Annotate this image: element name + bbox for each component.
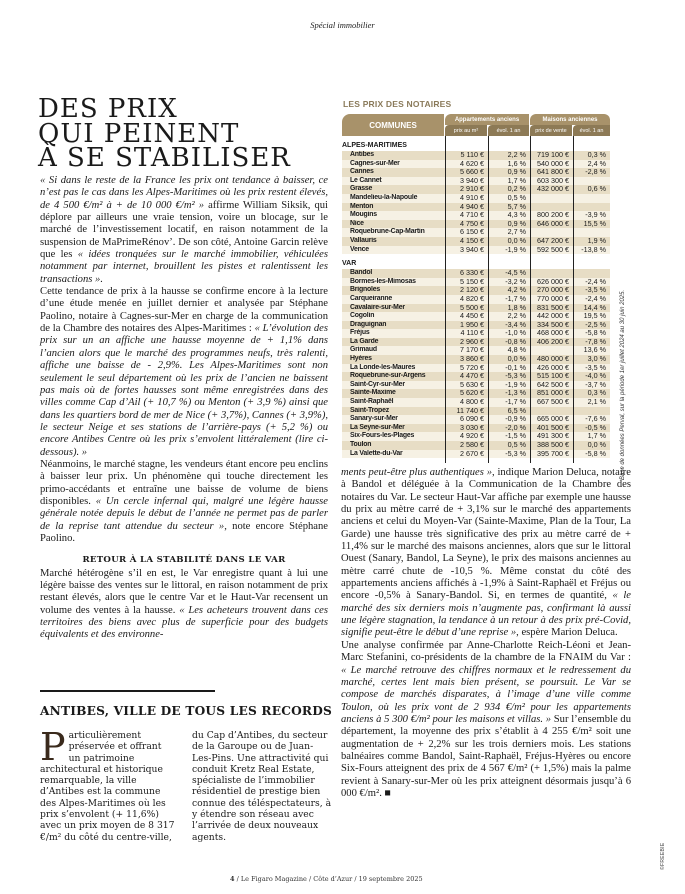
house-evolution: 15,5 % xyxy=(583,218,606,228)
subheading: RETOUR À LA STABILITÉ DANS LE VAR xyxy=(82,555,286,566)
house-sale-price: 603 300 € xyxy=(537,175,569,185)
apartment-evolution: 0,2 % xyxy=(507,184,526,194)
apartment-price-m2: 4 620 € xyxy=(460,158,484,168)
house-sale-price: 401 500 € xyxy=(537,422,569,432)
text: Marché hétérogène s’il en est, le Var enregistre quant à lui une légère baisse des ventes sur le littoral, en raison notamment de prix restant élevés, alors que le centre Var et le Haut-Var recensent un volume des ventes à la hausse. xyxy=(40,567,328,616)
house-sale-price: 395 700 € xyxy=(537,448,569,458)
apartment-price-m2: 2 670 € xyxy=(460,448,484,458)
commune-name: Vence xyxy=(350,245,369,253)
apartment-price-m2: 4 150 € xyxy=(460,235,484,245)
house-sale-price xyxy=(530,194,573,203)
commune-name: Mougins xyxy=(350,211,377,219)
price-table xyxy=(342,114,610,463)
table-body xyxy=(342,136,610,463)
commune-name: Hyères xyxy=(350,355,372,363)
house-sale-price: 540 000 € xyxy=(537,158,569,168)
apartment-evolution: 5,7 % xyxy=(507,201,526,211)
house-evolution: -2,4 % xyxy=(585,276,606,286)
apartment-price-m2: 2 910 € xyxy=(460,184,484,194)
apartment-price-m2: 2 960 € xyxy=(460,336,484,346)
headline-line-3: À SE STABILISER xyxy=(38,143,291,173)
apartment-evolution: 0,5 % xyxy=(507,192,526,202)
box-column-1 xyxy=(40,725,176,843)
commune-name: Saint-Tropez xyxy=(350,406,389,414)
house-sale-price: 770 000 € xyxy=(537,293,569,303)
house-sale-price: 647 200 € xyxy=(537,235,569,245)
house-sale-price: 667 500 € xyxy=(537,397,569,407)
apartment-price-m2: 4 450 € xyxy=(460,311,484,321)
end-mark-icon: ■ xyxy=(384,787,391,799)
house-evolution: 1,9 % xyxy=(587,235,606,245)
house-sale-price: 480 000 € xyxy=(537,354,569,364)
commune-name: Draguignan xyxy=(350,320,387,328)
apartment-evolution: -4,5 % xyxy=(505,268,526,278)
house-sale-price: 592 500 € xyxy=(537,244,569,254)
header-group-houses: Maisons anciennes xyxy=(530,114,610,125)
apartment-price-m2: 4 820 € xyxy=(460,293,484,303)
quote: « Un cercle infernal qui, malgré une légère hausse générale notée depuis le début de l’année ne permet pas de parler de la reprise tant attendue du secteur » xyxy=(40,495,328,532)
paragraph-5 xyxy=(341,467,631,640)
apartment-evolution: 4,2 % xyxy=(507,285,526,295)
apartment-evolution: 0,9 % xyxy=(507,167,526,177)
house-evolution: -4,0 % xyxy=(585,371,606,381)
house-sale-price: 665 000 € xyxy=(537,414,569,424)
house-evolution: 3,0 % xyxy=(587,354,606,364)
apartment-price-m2: 11 740 € xyxy=(456,405,484,415)
apartment-evolution: 6,5 % xyxy=(507,405,526,415)
apartment-price-m2: 4 910 € xyxy=(460,192,484,202)
house-sale-price: 491 300 € xyxy=(537,431,569,441)
source-note-text: Base de données Perval, sur la période 1er juillet 2024 au 30 juin 2025. xyxy=(620,289,626,480)
headline xyxy=(38,94,338,173)
house-evolution: -13,8 % xyxy=(581,244,606,254)
paragraph-3 xyxy=(40,459,328,545)
house-evolution: 0,6 % xyxy=(587,184,606,194)
apartment-evolution: -1,9 % xyxy=(505,379,526,389)
apartment-price-m2: 5 630 € xyxy=(460,379,484,389)
apartment-evolution: -1,7 % xyxy=(505,293,526,303)
page-footer xyxy=(230,875,423,883)
house-sale-price: 468 000 € xyxy=(537,328,569,338)
header-evol-apartments: évol. 1 an xyxy=(488,125,529,136)
house-evolution: -2,4 % xyxy=(585,293,606,303)
apartment-price-m2: 2 580 € xyxy=(460,440,484,449)
house-sale-price: 642 500 € xyxy=(537,379,569,389)
text: Cette tendance de prix à la hausse se confirme encore à la lecture d’une étude menée en juillet dernier et analysée par Stéphane Paolino, notaire à Cagnes-sur-Mer en charge de la communication de la Chambre des notaires des Alpes-Maritimes : xyxy=(40,286,328,335)
apartment-price-m2: 6 090 € xyxy=(460,414,484,424)
apartment-price-m2: 4 470 € xyxy=(460,371,484,381)
house-sale-price: 515 100 € xyxy=(537,371,569,381)
apartment-evolution: 2,7 % xyxy=(507,227,526,237)
apartment-price-m2: 5 500 € xyxy=(460,302,484,312)
apartment-evolution: 4,8 % xyxy=(507,345,526,355)
quote: « idées tronquées sur le marché immobilier, véhiculées notamment par internet, brouillent les pistes et ralentissent les transactions ». xyxy=(40,249,328,285)
text: affirme William Siksik, qui déplore par ailleurs une vraie tension, voire un blocage, sur le marché de l’investissement locatif, en raison notamment de la suspension de MaPrimeRénov’. De son côté, Antoine Garcin relève que les xyxy=(40,199,329,261)
commune-name: Carqueiranne xyxy=(350,294,393,302)
house-sale-price: 851 000 € xyxy=(537,388,569,398)
header-evol-houses: évol. 1 an xyxy=(573,125,610,136)
quote: « Le marché retrouve des chiffres normaux et le redressement du marché, certes lent mais bien présent, se poursuit. Le Var se compose de marchés disparates, à l’image d’une ville comme Toulon, où les prix vont de 2 934 €/m² pour les appartements anciens à 5 300 €/m² pour les maisons et villas. » xyxy=(341,664,631,725)
apartment-evolution: -0,8 % xyxy=(505,336,526,346)
box-text: articulièrement préservée et offrant un patrimoine architectural et historique remarquable, la ville d’Antibes est la commune des Alpes-Maritimes où les prix s’envolent (+ 11,6%) avec un prix moyen de 8 317 €/m² du côté du centre-ville, xyxy=(40,730,175,843)
house-evolution: -2,5 % xyxy=(585,319,606,329)
header-sale-price: prix de vente xyxy=(530,125,572,136)
apartment-evolution: 0,5 % xyxy=(507,440,526,449)
text: , indique Marion Deluca, notaire à Bandol et déléguée à la Communication de la Chambre des notaires du Var. Le secteur Haut-Var affiche par exemple une hausse du prix au mètre carré de + 3,1% sur le marché des appartements anciens et celui du Moyen-Var (Sainte-Maxime, Plan de la Tour, La Garde) une hausse très significative des prix au mètre carré de + 11,4% sur le marché des maisons anciennes, alors que sur le littoral Ouest (Sanary, Bandol, La Seyne), le prix des maisons anciennes au mètre carré chute de -10,5 %. Même constat du côté des appartements anciens affichés à -1,9% à Saint-Raphaël et Fréjus ou encore -0,5% à Sanary-Bandol. Si, en termes de quantité, xyxy=(341,467,632,602)
apartment-price-m2: 7 170 € xyxy=(460,345,484,355)
dropcap: P xyxy=(40,725,66,769)
apartment-evolution: -3,4 % xyxy=(505,319,526,329)
house-sale-price: 719 100 € xyxy=(537,150,569,159)
commune-name: Grimaud xyxy=(350,346,377,354)
paragraph-4 xyxy=(40,568,328,642)
apartment-evolution: -2,0 % xyxy=(505,422,526,432)
house-sale-price: 432 000 € xyxy=(537,184,569,194)
quote: « Si dans le reste de la France les prix ont tendance à baisser, ce n’est pas le cas dans les Alpes-Maritimes où les prix restent élevés, de 4 500 €/m² à + de 10 000 €/m² » xyxy=(40,175,328,211)
house-sale-price: 406 200 € xyxy=(537,336,569,346)
apartment-price-m2: 5 150 € xyxy=(460,276,484,286)
article-column-left xyxy=(40,175,328,642)
apartment-price-m2: 1 950 € xyxy=(460,319,484,329)
commune-name: Roquebrune-sur-Argens xyxy=(350,372,426,380)
apartment-price-m2: 5 620 € xyxy=(460,388,484,398)
page-number: 4 xyxy=(230,875,235,883)
commune-name: Toulon xyxy=(350,441,372,448)
house-sale-price: 270 000 € xyxy=(537,285,569,295)
commune-name: La Valette-du-Var xyxy=(350,449,403,457)
table-bottom-spacer xyxy=(342,458,610,463)
house-evolution: -7,8 % xyxy=(585,336,606,346)
apartment-evolution: -1,3 % xyxy=(505,388,526,398)
house-evolution: 13,6 % xyxy=(583,345,606,355)
house-sale-price: 646 000 € xyxy=(537,218,569,228)
house-evolution: -2,8 % xyxy=(585,167,606,177)
table-header xyxy=(342,114,610,136)
paragraph-6 xyxy=(341,640,631,800)
text: Une analyse confirmée par Anne-Charlotte Reich-Léoni et Jean-Marc Stefanini, co-présidents de la chambre de la FNAIM du Var : xyxy=(341,639,631,664)
apartment-evolution: -5,3 % xyxy=(505,371,526,381)
commune-name: Cogolin xyxy=(350,312,375,320)
header-communes: COMMUNES xyxy=(342,114,444,136)
quote: ments peut-être plus authentiques » xyxy=(341,467,492,478)
house-evolution: 0,3 % xyxy=(587,150,606,159)
footer-text: / Le Figaro Magazine / Côte d’Azur / 19 septembre 2025 xyxy=(234,875,423,883)
apartment-price-m2: 2 120 € xyxy=(460,285,484,295)
commune-name: Roquebrune-Cap-Martin xyxy=(350,228,425,236)
apartment-price-m2: 5 660 € xyxy=(460,167,484,177)
apartment-price-m2: 4 800 € xyxy=(460,397,484,407)
apartment-evolution: -5,3 % xyxy=(505,448,526,458)
photo-credit xyxy=(660,830,670,870)
region-label: VAR xyxy=(342,260,357,268)
text: Sur l’ensemble du département, la moyenne des prix s’établit à 4 255 €/m² soit une augmentation de + 2,2% sur les trois derniers mois. Les stations balnéaires comme Bandol, Saint-Raphaël, Fréjus-Hyères ou encore Six-Fours atteignent des prix de 4 567 €/m² (+ 1,5%) mais la palme revient à Sanary-sur-Mer où les prix atteignent désormais jusqu’à 6 000 €/m². xyxy=(341,713,631,799)
commune-name: Antibes xyxy=(350,151,374,158)
quote: « le marché des six derniers mois n’augmente pas, confirmant là aussi une légère stagnation, la tendance à un retour à des prix pré-Covid, signifie peut-être le début d’une reprise » xyxy=(341,590,631,639)
house-sale-price: 626 000 € xyxy=(537,276,569,286)
column-divider xyxy=(488,136,489,463)
apartment-price-m2: 6 150 € xyxy=(460,227,484,237)
commune-name: Vallauris xyxy=(350,236,377,244)
apartment-evolution: -3,2 % xyxy=(505,276,526,286)
commune-name: Brignoles xyxy=(350,286,380,294)
text: Néanmoins, le marché stagne, les vendeurs étant encore peu enclins à baisser leur prix. Un phénomène qui touche directement les primo-accédants et entraîne une baisse de volume de biens disponibles. xyxy=(40,458,328,507)
house-evolution: 2,1 % xyxy=(587,397,606,407)
apartment-evolution: 1,8 % xyxy=(507,302,526,312)
text: , note encore Stéphane Paolino. xyxy=(40,520,328,544)
house-sale-price: 334 500 € xyxy=(537,319,569,329)
commune-name: La Garde xyxy=(350,337,379,345)
apartment-evolution: 1,7 % xyxy=(507,175,526,185)
apartment-evolution: -0,9 % xyxy=(505,414,526,424)
photo-credit-text: ©FREEBIE xyxy=(660,842,666,870)
quote: « Les acheteurs trouvent dans ces territoires des biens avec plus de superficie pour des budgets équivalents et des environne- xyxy=(40,604,328,641)
apartment-evolution: 0,9 % xyxy=(507,218,526,228)
source-note xyxy=(620,290,632,480)
house-sale-price: 641 800 € xyxy=(537,167,569,177)
table-title: LES PRIX DES NOTAIRES xyxy=(343,99,452,109)
apartment-price-m2: 5 720 € xyxy=(460,362,484,372)
column-divider xyxy=(573,136,574,463)
house-evolution: -3,5 % xyxy=(585,362,606,372)
apartment-evolution: -1,7 % xyxy=(505,397,526,407)
commune-name: Six-Fours-les-Plages xyxy=(350,432,415,440)
commune-name: Cannes xyxy=(350,168,374,176)
house-sale-price: 388 500 € xyxy=(537,440,569,449)
commune-name: Cavalaire-sur-Mer xyxy=(350,303,405,311)
box-divider xyxy=(40,690,215,692)
commune-name: La Londe-les-Maures xyxy=(350,363,416,371)
house-sale-price: 800 200 € xyxy=(537,210,569,220)
house-evolution: 0,0 % xyxy=(587,440,606,449)
column-divider xyxy=(530,136,531,463)
column-divider xyxy=(445,136,446,463)
commune-name: Sanary-sur-Mer xyxy=(350,415,398,423)
text: , espère Marion Deluca. xyxy=(516,627,618,639)
section-label: Spécial immobilier xyxy=(310,20,375,30)
apartment-price-m2: 4 110 € xyxy=(460,328,484,338)
house-evolution: -3,5 % xyxy=(585,285,606,295)
house-evolution: -3,9 % xyxy=(585,210,606,220)
house-evolution xyxy=(573,194,610,203)
paragraph-2 xyxy=(40,286,328,459)
apartment-evolution: -1,9 % xyxy=(505,244,526,254)
apartment-price-m2: 4 920 € xyxy=(460,431,484,441)
house-evolution: 14,4 % xyxy=(583,302,606,312)
commune-name: La Seyne-sur-Mer xyxy=(350,423,405,431)
article-column-right xyxy=(341,467,631,800)
apartment-evolution: 0,0 % xyxy=(507,354,526,364)
house-evolution: 0,3 % xyxy=(587,388,606,398)
house-evolution: 19,5 % xyxy=(583,311,606,321)
apartment-price-m2: 5 110 € xyxy=(460,150,484,159)
house-sale-price: 831 500 € xyxy=(537,302,569,312)
house-evolution: -5,8 % xyxy=(585,328,606,338)
house-sale-price: 442 000 € xyxy=(537,311,569,321)
commune-name: Saint-Cyr-sur-Mer xyxy=(350,380,405,388)
quote: « L’évolution des prix sur un an affiche une hausse moyenne de + 1,1% dans l’ancien alors que le marché des programmes neufs, très ralenti, affiche une baisse de - 2,9%. Les Alpes-Maritimes sont non seulement le seul département où les prix de l’ancien ne baissent pas mais où de fortes hausses sont même enregistrées dans des villes comme Cap d’Ail (+ 10,7 %) ou Menton (+ 3,9 %) ainsi que dans les quartiers bord de mer de Nice (+ 3,7%), Cannes (+ 3,9%), le secteur Neige et ses stations de l’arrière-pays (+ 5,2 %) ou encore Antibes Centre où les prix s’envolent littéralement (lire ci-dessous). » xyxy=(40,323,328,458)
commune-name: Saint-Raphaël xyxy=(350,398,394,406)
apartment-evolution: 1,6 % xyxy=(507,158,526,168)
house-evolution: -3,7 % xyxy=(585,379,606,389)
apartment-price-m2: 3 860 € xyxy=(460,354,484,364)
header-group-apartments: Appartements anciens xyxy=(445,114,529,125)
house-evolution: 1,7 % xyxy=(587,431,606,441)
apartment-price-m2: 3 940 € xyxy=(460,175,484,185)
box-column-2: du Cap d’Antibes, du secteur de la Garoupe ou de Juan-Les-Pins. Une attractivité qui conduit Kretz Real Estate, spécialiste de l’immobilier résidentiel de prestige bien connue des téléspectateurs, à y étendre son réseau avec l’arrivée de deux nouveaux agents. xyxy=(192,730,332,843)
commune-name: Mandelieu-la-Napoule xyxy=(350,193,418,201)
commune-name: Menton xyxy=(350,202,374,210)
apartment-evolution: 2,2 % xyxy=(507,311,526,321)
header-price-m2: prix au m² xyxy=(445,125,487,136)
commune-name: Bormes-les-Mimosas xyxy=(350,277,416,285)
house-sale-price: 426 000 € xyxy=(537,362,569,372)
headline-line-2: QUI PEINENT xyxy=(38,118,240,149)
apartment-evolution: -1,0 % xyxy=(505,328,526,338)
apartment-price-m2: 4 750 € xyxy=(460,218,484,228)
commune-name: Grasse xyxy=(350,185,373,193)
apartment-price-m2: 3 030 € xyxy=(460,422,484,432)
region-label: ALPES-MARITIMES xyxy=(342,142,407,149)
table-row xyxy=(342,246,610,255)
house-evolution: -7,6 % xyxy=(585,414,606,424)
commune-name: Bandol xyxy=(350,269,373,277)
table-row xyxy=(342,450,610,459)
house-evolution: -0,5 % xyxy=(585,422,606,432)
apartment-evolution: 0,0 % xyxy=(507,235,526,245)
box-title: ANTIBES, VILLE DE TOUS LES RECORDS xyxy=(40,704,333,718)
apartment-evolution: 2,2 % xyxy=(507,150,526,159)
commune-name: Le Cannet xyxy=(350,176,382,184)
apartment-price-m2: 6 330 € xyxy=(460,268,484,278)
paragraph-1 xyxy=(40,175,328,286)
apartment-price-m2: 3 940 € xyxy=(460,244,484,254)
commune-name: Sainte-Maxime xyxy=(350,389,396,397)
apartment-evolution: 4,3 % xyxy=(507,210,526,220)
apartment-price-m2: 4 710 € xyxy=(460,210,484,220)
apartment-price-m2: 4 940 € xyxy=(460,201,484,211)
commune-name: Fréjus xyxy=(350,329,370,337)
commune-name: Cagnes-sur-Mer xyxy=(350,159,400,167)
apartment-evolution: -1,5 % xyxy=(505,431,526,441)
commune-name: Nice xyxy=(350,219,364,227)
house-evolution: -5,8 % xyxy=(585,448,606,458)
headline-line-1: DES PRIX xyxy=(38,94,178,124)
apartment-evolution: -0,1 % xyxy=(505,362,526,372)
house-evolution: 2,4 % xyxy=(587,158,606,168)
